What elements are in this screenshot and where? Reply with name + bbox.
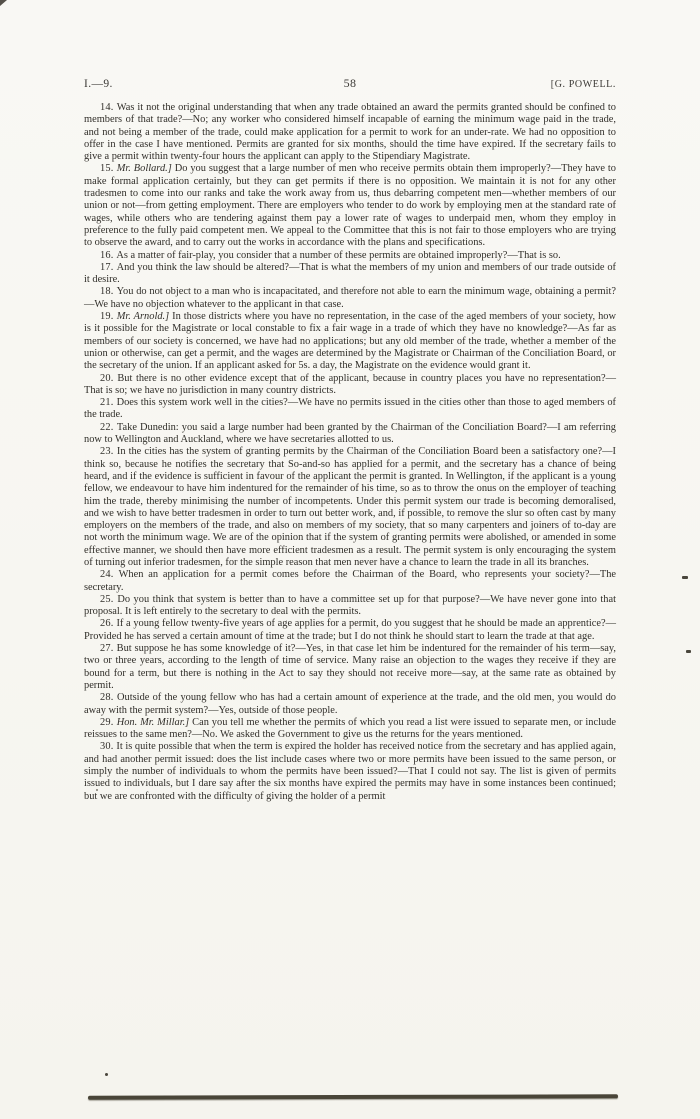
paragraph: 16. As a matter of fair-play, you consider that a number of these permits are obtained improperly?—That is so. — [100, 249, 561, 261]
paragraph: 19. Mr. Arnold.] In those districts where you have no representation, in the case of the aged members of your society, how is it possible for the Magistrate or local constable to fix a fair wage in a trade of which they have no knowledge?—As far as members of our society is concerned, we have had no applications; but any old member of the trade, whether a member of the union or otherwise, can get a permit, and the wages are determined by the Magistrate or Chairman of the Conciliation Board, or the secretary of the union. If an applicant asked for 5s. a day, the Magistrate on the evidence would grant it. — [84, 311, 616, 372]
page-header — [0, 76, 700, 91]
paragraph: 24. When an application for a permit comes before the Chairman of the Board, who represents your society?—The secretary. — [84, 569, 616, 593]
question-number: 21. — [100, 397, 117, 409]
page-number: 58 — [343, 76, 357, 90]
paragraph: 14. Was it not the original understanding that when any trade obtained an award the permits granted should be confined to members of that trade?—No; any worker who considered himself incapable of earning the minimum wage paid in the trade, and not being a member of the trade, could make application for a permit to work for an under-rate. We had no opposition to offer in the case I have mentioned. Permits are granted for six months, should the time have expired. If the secretary fails to give a permit within twenty-four hours the applicant can apply to the Stipendiary Magistrate. — [84, 102, 616, 163]
question-number: 18. — [100, 286, 117, 298]
paragraph: 25. Do you think that system is better than to have a committee set up for that purpose?—We have never gone into that proposal. It is left entirely to the secretary to deal with the permits. — [84, 593, 616, 618]
question-number: 16. — [100, 249, 117, 261]
speaker-name: Mr. Arnold.] — [116, 311, 170, 323]
question-number: 30. — [100, 741, 117, 753]
scan-artifact-corner — [0, 0, 7, 6]
question-number: 24. — [100, 569, 119, 581]
page-body — [0, 91, 700, 803]
question-number: 22. — [100, 421, 117, 433]
question-number: 26. — [100, 618, 117, 630]
question-number: 20. — [100, 372, 118, 384]
paragraph: 28. Outside of the young fellow who has had a certain amount of experience at the trade, and the old men, you would do away with the permit system?—Yes, outside of those people. — [84, 692, 616, 716]
paragraph: 21. Does this system work well in the cities?—We have no permits issued in the cities other than those to aged members of the trade. — [84, 397, 616, 421]
question-number: 25. — [100, 593, 118, 605]
paragraph: 22. Take Dunedin: you said a large number had been granted by the Chairman of the Conciliation Board?—I am referring now to Wellington and Auckland, where we have secretaries allotted to us. — [84, 421, 616, 446]
paragraph: 18. You do not object to a man who is incapacitated, and therefore not able to earn the minimum wage, obtaining a permit?—We have no objection whatever to the applicant in that case. — [84, 286, 616, 310]
witness-running-header: [G. POWELL. — [550, 79, 616, 90]
paragraph: 30. It is quite possible that when the term is expired the holder has received notice from the secretary and has applied again, and had another permit issued: does the list include cases where two or more permits have been issued to the same person, or simply the number of individuals to whom the permits have been issued?—That I could not say. The list is given of permits issued to individuals, but I dare say after the six months have expired the permits may have in some instances been continued; but we are confronted with the difficulty of giving the holder of a permit — [84, 741, 616, 802]
question-number: 15. — [100, 163, 117, 175]
paragraph: 26. If a young fellow twenty-five years of age applies for a permit, do you suggest that he should be made an apprentice?—Provided he has served a certain amount of time at the trade; but I do not think he should start to learn the trade at that age. — [84, 618, 616, 642]
paragraph: 15. Mr. Bollard.] Do you suggest that a large number of men who receive permits obtain them improperly?—They have to make formal application certainly, but they can get permits if there is no opposition. We maintain it is not for any other tradesmen to come into our ranks and take the work away from us, thus debarring competent men—whether members of our union or not—from getting employment. There are employers who tender to do work by employing men at the standard rate of wages, while others who are tendering against them pay a lower rate of wages to underpaid men, whom they employ in preference to the fully paid competent men. We appeal to the Committee that this is not fair to those employers who are trying to observe the award, and to carry out the works in accordance with the plans and specifications. — [84, 163, 616, 249]
scan-artifact — [105, 1073, 108, 1076]
scan-artifact — [686, 650, 691, 653]
question-number: 29. — [100, 716, 117, 728]
scan-artifact — [682, 576, 688, 579]
paper-reference: I.—9. — [84, 78, 113, 90]
speaker-name: Hon. Mr. Millar.] — [116, 716, 190, 728]
question-number: 14. — [100, 102, 117, 113]
page-edge-shadow — [88, 1094, 618, 1099]
scan-artifact — [96, 789, 98, 791]
paragraph: 27. But suppose he has some knowledge of it?—Yes, in that case let him be indentured for the remainder of his term—say, two or three years, according to the length of time of service. Many raise an objection to the wages they receive if they are bound for a term, but there is nothing in the Act to say they should not receive more—say, at the same rate as obtained by permit. — [84, 643, 616, 691]
speaker-name: Mr. Bollard.] — [116, 163, 172, 175]
question-number: 28. — [100, 692, 118, 704]
paragraph: 20. But there is no other evidence except that of the applicant, because in country places you have no representation?—That is so; we have no jurisdiction in many country districts. — [84, 372, 616, 396]
paragraph: 29. Hon. Mr. Millar.] Can you tell me whether the permits of which you read a list were issued to separate men, or include reissues to the same men?—No. We asked the Government to give us the returns for the years mentioned. — [84, 716, 617, 741]
question-number: 27. — [100, 643, 117, 655]
question-number: 23. — [100, 446, 117, 458]
question-number: 17. — [100, 261, 117, 273]
question-number: 19. — [100, 311, 117, 323]
paragraph: 17. And you think the law should be altered?—That is what the members of my union and members of our trade outside of it desire. — [84, 261, 616, 286]
paragraph: 23. In the cities has the system of granting permits by the Chairman of the Conciliation Board been a satisfactory one?—I think so, because he notifies the secretary that So-and-so has applied for a permit, and the secretary has a chance of being heard, and if the evidence is sufficient in favour of the applicant the permit is granted. In Wellington, if the applicant is a young fellow, we endeavour to have him indentured for the remainder of his time, so as to throw the onus on the employer of teaching him the trade, thereby minimising the number of incompetents. Under this permit system our trade is becoming demoralised, and we wish to have better tradesmen in order to turn out better work, and, if possible, to remove the slur so often cast by many employers on the members of the trade, and also on members of my society, that so many carpenters and joiners of to-day are not worth the minimum wage. We are of the opinion that if the system of granting permits were abolished, or amended in some effective manner, we should then have more efficient tradesmen as a result. The permit system is only encouraging the system of turning out inferior tradesmen, for the simple reason that men never have a chance to learn the trade in all its branches. — [84, 446, 616, 568]
